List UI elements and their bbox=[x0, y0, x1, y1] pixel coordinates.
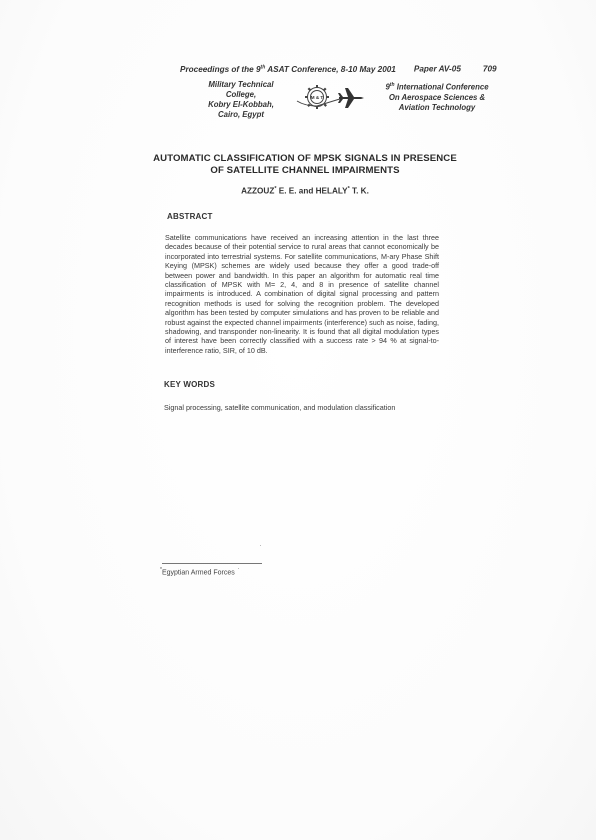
affiliation-line: 9th International Conference bbox=[385, 82, 489, 92]
affiliation-line: On Aerospace Sciences & bbox=[388, 92, 486, 102]
footnote: *Egyptian Armed Forces bbox=[160, 567, 235, 577]
aircraft-icon bbox=[338, 88, 364, 108]
affiliation-line: Military Technical College, bbox=[208, 80, 274, 99]
keywords-heading: KEY WORDS bbox=[164, 380, 215, 389]
title-line: OF SATELLITE CHANNEL IMPAIRMENTS bbox=[210, 165, 400, 176]
abstract-heading: ABSTRACT bbox=[167, 212, 213, 221]
left-affiliation bbox=[198, 80, 284, 120]
title-line: AUTOMATIC CLASSIFICATION OF MPSK SIGNALS IN PRESENCE bbox=[153, 153, 457, 164]
right-affiliation bbox=[378, 80, 496, 113]
affiliation-line: Aviation Technology bbox=[398, 102, 476, 112]
proceedings-title: Proceedings of the 9th ASAT Conference, 8-10 May 2001 bbox=[180, 64, 396, 74]
scan-speck bbox=[260, 545, 261, 546]
proceedings-header bbox=[180, 64, 497, 74]
paper-authors: AZZOUZ* E. E. and HELALY* T. K. bbox=[241, 186, 369, 196]
scan-speck bbox=[238, 568, 239, 569]
footnote-rule bbox=[162, 563, 262, 564]
affiliation-line: Kobry El-Kobbah, bbox=[208, 100, 274, 109]
page-number: 709 bbox=[482, 64, 497, 74]
abstract-body: Satellite communications have received an increasing attention in the last three decades because of their potential service to rural areas that cannot economically be incorporated into terrestrial systems. For satellite communications, M-ary Phase Shift Keying (MPSK) schemes are widely used because they offer a good trade-off between power and bandwidth. In this paper an algorithm for automatic real time classification of MPSK with M= 2, 4, and 8 in presence of satellite channel impairments is introduced. A combination of digital signal processing and pattern recognition methods is used for solving the recognition problem. The developed algorithm has been tested by computer simulations and has proven to be reliable and robust against the expected channel impairments (interference) such as noise, fading, shadowing, and transponder non-linearity. It is found that all digital modulation types of interest have been correctly classified with a success rate > 94 % at signal-to-interference ratio, SIR, of 10 dB. bbox=[165, 233, 439, 355]
keywords-body: Signal processing, satellite communication, and modulation classification bbox=[164, 403, 396, 412]
conference-logo bbox=[295, 82, 373, 112]
affiliation-line: Cairo, Egypt bbox=[218, 110, 264, 119]
paper-code: Paper AV-05 bbox=[413, 64, 461, 74]
logo-text: M & T bbox=[310, 95, 324, 100]
paper-title bbox=[150, 153, 460, 177]
